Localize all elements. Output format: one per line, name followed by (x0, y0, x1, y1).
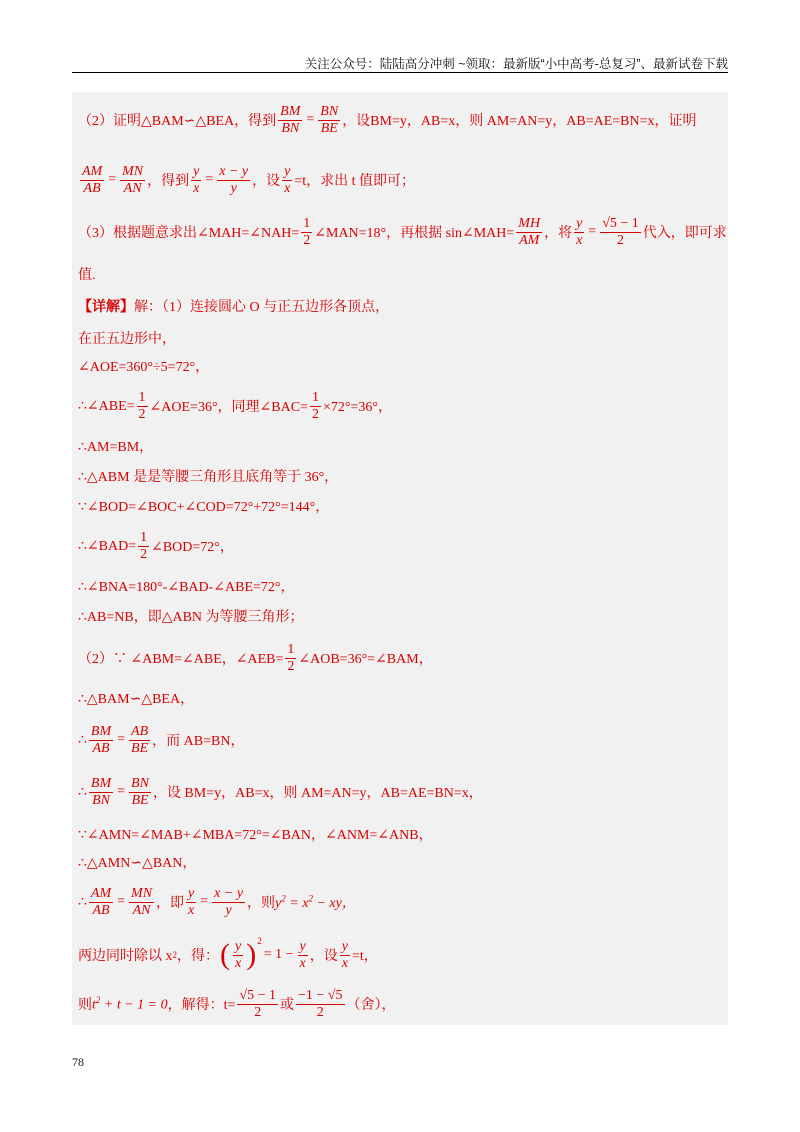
line-7: ∠AOE=360°÷5=72°， (78, 360, 210, 375)
fraction-bm-ab: $\frac{BM}{AB}$ (90, 724, 112, 756)
fraction-1-2: $\frac{1}{2}$ (138, 390, 146, 422)
line-21: ∴ $\frac{AM}{AB}$ = $\frac{MN}{AN}$ ，即 $\frac{y}{x}$ = $\frac{x - y}{y}$ ，则 $y^2 = x^2$ − xy， (78, 886, 356, 918)
line-10: ∴△ABM 是是等腰三角形且底角等于 36°， (78, 470, 339, 485)
fraction-y-x: $\frac{y}{x}$ (576, 216, 583, 248)
fraction-root-negative: $\frac{-1 - √5}{2}$ (298, 988, 343, 1020)
header-rule (72, 72, 728, 73)
fraction-am-ab: $\frac{AM}{AB}$ (82, 164, 103, 196)
fraction-bm-bn: $\frac{BM}{BN}$ (90, 776, 112, 808)
detail-tag: 【详解】 (78, 300, 134, 315)
fraction-1-2: $\frac{1}{2}$ (287, 642, 295, 674)
fraction-y-x: $\frac{y}{x}$ (193, 164, 200, 196)
line-5: 【详解】 解：（1）连接圆心 O 与正五边形各顶点， (78, 294, 722, 318)
line-1: （2）证明△BAM∽△BEA，得到 $\frac{BM}{BN}$ = $\frac{BN}{BE}$ ，设BM=y，AB=x，则 AM=AN=y，AB=AE=BN=x，证明 (78, 104, 697, 136)
fraction-root-positive: $\frac{√5 - 1}{2}$ (239, 988, 277, 1020)
line-18: ∴ $\frac{BM}{BN}$ = $\frac{BN}{BE}$ ，设 BM=y，AB=x，则 AM=AN=y，AB=AE=BN=x， (78, 776, 483, 808)
line-19: ∵∠AMN=∠MAB+∠MBA=72°=∠BAN，∠ANM=∠ANB， (78, 828, 433, 843)
fraction-xmy-y: $\frac{x - y}{y}$ (219, 164, 249, 196)
fraction-y-x-squared: $\frac{y}{x}$ (235, 939, 242, 971)
line-20: ∴△AMN∽△BAN， (78, 856, 197, 871)
line-23: 则 $t^2 + t - 1 = 0$ ，解得：t= $\frac{√5 - 1}{2}$ 或 $\frac{-1 - √5}{2}$ （舍）， (78, 988, 396, 1020)
line-16: ∴△BAM∽△BEA， (78, 692, 195, 707)
fraction-ab-be: $\frac{AB}{BE}$ (131, 724, 149, 756)
fraction-mn-an: $\frac{MN}{AN}$ (122, 164, 144, 196)
line-22: 两边同时除以 x 2 ，得： ( $\frac{y}{x}$ ) $^2$ = 1 − $\frac{y}{x}$ ，设 $\frac{y}{x}$ =t， (78, 936, 378, 971)
line-9: ∴AM=BM， (78, 440, 154, 455)
fraction-am-ab: $\frac{AM}{AB}$ (90, 886, 112, 918)
line-13: ∴∠BNA=180°-∠BAD-∠ABE=72°， (78, 580, 295, 595)
fraction-y-x: $\frac{y}{x}$ (299, 939, 306, 971)
fraction-sqrt5m1-2: $\frac{√5 - 1}{2}$ (602, 216, 639, 248)
fraction-1-2: $\frac{1}{2}$ (303, 216, 311, 248)
fraction-y-x: $\frac{y}{x}$ (284, 164, 291, 196)
line-11: ∵∠BOD=∠BOC+∠COD=72°+72°=144°， (78, 500, 330, 515)
line-2: $\frac{AM}{AB}$ = $\frac{MN}{AN}$ ，得到 $\frac{y}{x}$ = $\frac{x - y}{y}$ ，设 $\frac{y}{x}$ =t，求出 t 值即可； (82, 164, 416, 196)
fraction-bn-be: $\frac{BN}{BE}$ (320, 104, 339, 136)
solution-panel (72, 92, 728, 1025)
line-4: 值. (78, 268, 96, 283)
fraction-mh-am: $\frac{MH}{AM}$ (518, 216, 541, 248)
line-3: （3）根据题意求出∠MAH=∠NAH= $\frac{1}{2}$ ∠MAN=18°，再根据 sin∠MAH= $\frac{MH}{AM}$ ，将 $\frac{y}{x}$ = $\frac{√5 - 1}{2}$ 代入，即可求 (78, 216, 727, 248)
fraction-1-2: $\frac{1}{2}$ (311, 390, 319, 422)
fraction-y-x: $\frac{y}{x}$ (341, 939, 348, 971)
page-header: 关注公众号：陆陆高分冲刺 ~领取：最新版“小中高考-总复习”、最新试卷下载 (304, 57, 728, 71)
fraction-xmy-y: $\frac{x - y}{y}$ (214, 886, 244, 918)
page-number: 78 (72, 1055, 84, 1069)
line-14: ∴AB=NB，即△ABN 为等腰三角形； (78, 610, 304, 625)
fraction-bn-be: $\frac{BN}{BE}$ (131, 776, 149, 808)
fraction-1-2: $\frac{1}{2}$ (140, 530, 148, 562)
fraction-bm-bn: $\frac{BM}{BN}$ (280, 104, 301, 136)
line-12: ∴∠BAD= $\frac{1}{2}$ ∠BOD=72°， (78, 530, 234, 562)
fraction-y-x: $\frac{y}{x}$ (188, 886, 195, 918)
fraction-mn-an: $\frac{MN}{AN}$ (131, 886, 153, 918)
line-6: 在正五边形中， (78, 332, 176, 347)
line-17: ∴ $\frac{BM}{AB}$ = $\frac{AB}{BE}$ ，而 AB=BN， (78, 724, 245, 756)
line-15: （2）∵ ∠ABM=∠ABE，∠AEB= $\frac{1}{2}$ ∠AOB=36°=∠BAM， (78, 642, 433, 674)
equation-t: $t^2 + t - 1 = 0$ (92, 994, 168, 1013)
line-8: ∴∠ABE= $\frac{1}{2}$ ∠AOE=36°，同理∠BAC= $\frac{1}{2}$ ×72°=36°， (78, 390, 392, 422)
equation-y2: $y^2 = x^2$ − xy， (275, 893, 356, 911)
